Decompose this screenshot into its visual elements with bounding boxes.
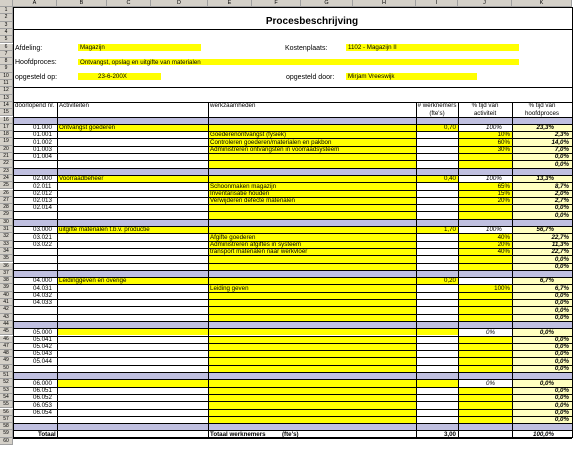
grid-line — [13, 7, 14, 438]
column-header-e[interactable]: E — [208, 0, 252, 7]
col-werknemers-unit[interactable]: (fte's) — [429, 109, 445, 117]
item-pct-hoofdproces[interactable]: 0,0% — [554, 401, 569, 409]
fte-cell-fill — [416, 328, 458, 335]
item-task[interactable]: Verwijderen defecte materialen — [210, 197, 295, 205]
row-header[interactable]: 50 — [0, 365, 13, 372]
row-header[interactable]: 36 — [0, 263, 13, 270]
total-fte[interactable]: 3,00 — [443, 430, 456, 438]
item-pct-hoofdproces[interactable]: 0,0% — [554, 262, 569, 270]
row-header[interactable]: 13 — [0, 95, 13, 102]
item-pct-hoofdproces[interactable]: 0,0% — [554, 357, 569, 365]
row-header[interactable]: 37 — [0, 270, 13, 277]
grid-line — [13, 117, 572, 118]
item-number[interactable]: 01.003 — [33, 146, 52, 153]
row-header[interactable]: 26 — [0, 190, 13, 197]
group-pct-activiteit[interactable]: 0% — [486, 328, 495, 336]
group-activity[interactable]: Ontvangst goederen — [59, 124, 116, 132]
col-werknemers[interactable]: # werknemers — [417, 102, 457, 110]
col-tijd-hoofdproces-2[interactable]: hoofdproces — [524, 109, 560, 117]
row-header[interactable]: 5 — [0, 36, 13, 43]
item-pct-hoofdproces[interactable]: 0,0% — [554, 350, 569, 358]
row-header[interactable]: 51 — [0, 372, 13, 379]
item-pct-hoofdproces[interactable]: 0,0% — [554, 153, 569, 161]
select-all-corner — [0, 0, 13, 7]
item-task[interactable]: Afgifte goederen — [210, 233, 256, 241]
row-header[interactable]: 59 — [0, 430, 13, 437]
row-header[interactable]: 43 — [0, 314, 13, 321]
row-header[interactable]: 3 — [0, 22, 13, 29]
row-header[interactable]: 30 — [0, 219, 13, 226]
row-header[interactable]: 40 — [0, 292, 13, 299]
row-header[interactable]: 47 — [0, 343, 13, 350]
total-fte-unit[interactable]: (fte's) — [282, 430, 299, 438]
group-pct-hoofdproces[interactable]: 23,3% — [536, 124, 554, 132]
row-header[interactable]: 18 — [0, 131, 13, 138]
total-label[interactable]: Totaal — [38, 430, 56, 438]
row-header[interactable]: 34 — [0, 248, 13, 255]
row-header[interactable]: 58 — [0, 423, 13, 430]
item-pct-activiteit[interactable]: 10% — [497, 131, 510, 139]
item-number[interactable]: 04.032 — [33, 292, 52, 299]
item-number[interactable]: 06.053 — [33, 401, 52, 409]
group-pct-activiteit[interactable]: 100% — [486, 124, 502, 132]
item-task[interactable]: Leiding geven — [210, 284, 249, 292]
grid-line — [458, 102, 459, 438]
item-pct-hoofdproces[interactable]: 0,0% — [554, 255, 569, 263]
row-header[interactable]: 4 — [0, 29, 13, 36]
group-fte[interactable]: 0,20 — [443, 277, 456, 285]
row-header[interactable]: 17 — [0, 124, 13, 131]
grid-line — [13, 87, 572, 88]
separator-row — [13, 219, 572, 226]
item-number[interactable]: 05.044 — [33, 357, 52, 365]
item-number[interactable]: 04.033 — [33, 299, 52, 307]
row-header[interactable]: 23 — [0, 168, 13, 175]
item-number[interactable]: 02.013 — [33, 197, 52, 205]
row-header[interactable]: 29 — [0, 211, 13, 218]
pct-act-fill — [458, 336, 512, 373]
separator-row — [13, 423, 572, 430]
item-pct-activiteit[interactable]: 15% — [497, 189, 510, 197]
item-task[interactable]: transport materialen naar werkvloer — [210, 248, 308, 256]
grid-line — [57, 102, 58, 438]
row-header[interactable]: 32 — [0, 233, 13, 240]
item-number[interactable]: 01.004 — [33, 153, 52, 161]
item-pct-activiteit[interactable]: 100% — [494, 284, 510, 292]
row-header[interactable]: 10 — [0, 73, 13, 80]
column-header-g[interactable]: G — [301, 0, 353, 7]
row-header[interactable]: 60 — [0, 438, 13, 445]
group-pct-activiteit[interactable]: 0% — [486, 379, 495, 387]
item-pct-hoofdproces[interactable]: 22,7% — [551, 248, 569, 256]
grid-line — [416, 102, 417, 438]
row-header[interactable]: 28 — [0, 204, 13, 211]
group-number[interactable]: 03.000 — [33, 226, 52, 234]
item-pct-activiteit[interactable]: 30% — [497, 146, 510, 153]
group-activity[interactable]: uitgifte materialen t.b.v. productie — [59, 226, 150, 234]
group-activity[interactable]: Leidinggeven en overige — [59, 277, 127, 285]
item-task[interactable]: Schoonmaken magazijn — [210, 182, 277, 190]
opgesteld-op-value[interactable]: 23-6-200X — [98, 73, 127, 81]
item-task[interactable]: Controleren goederen/materialen en pakbon — [210, 138, 332, 146]
item-pct-hoofdproces[interactable]: 11,3% — [551, 240, 569, 248]
grid-line — [208, 102, 209, 438]
task-column-fill — [208, 387, 416, 424]
row-header[interactable]: 22 — [0, 160, 13, 167]
item-pct-activiteit[interactable]: 20% — [497, 197, 510, 205]
item-task[interactable]: Goederenontvangst (fysiek) — [210, 131, 287, 139]
column-header-d[interactable]: D — [151, 0, 208, 7]
group-number[interactable]: 04.000 — [33, 277, 52, 285]
column-header-b[interactable]: B — [57, 0, 107, 7]
group-row-fill — [57, 328, 208, 335]
item-number[interactable]: 03.022 — [33, 240, 52, 248]
group-row-fill — [208, 328, 416, 335]
col-doorlopend[interactable]: doorlopend nr. — [15, 102, 55, 110]
row-header[interactable]: 41 — [0, 299, 13, 306]
row-header[interactable]: 12 — [0, 87, 13, 94]
group-fte[interactable]: 1,70 — [443, 226, 456, 234]
item-pct-activiteit[interactable]: 60% — [497, 138, 510, 146]
fte-cell-fill — [416, 379, 458, 386]
row-header[interactable]: 7 — [0, 51, 13, 58]
item-number[interactable]: 05.041 — [33, 335, 52, 343]
item-pct-hoofdproces[interactable]: 0,0% — [554, 335, 569, 343]
afdeling-value[interactable]: Magazijn — [80, 44, 105, 51]
group-number[interactable]: 02.000 — [33, 175, 52, 183]
item-pct-hoofdproces[interactable]: 6,7% — [554, 284, 569, 292]
column-header-f[interactable]: F — [252, 0, 301, 7]
item-pct-hoofdproces[interactable]: 0,0% — [554, 416, 569, 424]
item-pct-hoofdproces[interactable]: 0,0% — [554, 386, 569, 394]
item-pct-hoofdproces[interactable]: 0,0% — [554, 313, 569, 321]
kostenplaats-label[interactable]: Kostenplaats: — [285, 44, 328, 52]
item-pct-activiteit[interactable]: 40% — [497, 233, 510, 241]
item-pct-hoofdproces[interactable]: 2,3% — [554, 131, 569, 139]
column-header-i[interactable]: I — [416, 0, 458, 7]
col-werkzaamheden[interactable]: werkzaamheden — [210, 102, 256, 110]
col-tijd-hoofdproces[interactable]: % tijd van — [528, 102, 556, 110]
row-header[interactable]: 46 — [0, 336, 13, 343]
group-pct-hoofdproces[interactable]: 0,0% — [539, 328, 554, 336]
item-number[interactable]: 06.054 — [33, 408, 52, 416]
row-header[interactable]: 9 — [0, 65, 13, 72]
row-header[interactable]: 56 — [0, 409, 13, 416]
task-column-fill — [208, 336, 416, 373]
separator-row — [13, 117, 572, 124]
row-header[interactable]: 15 — [0, 109, 13, 116]
group-number[interactable]: 06.000 — [33, 379, 52, 387]
group-row-fill — [208, 175, 416, 182]
row-header[interactable]: 52 — [0, 379, 13, 386]
row-header[interactable]: 45 — [0, 328, 13, 335]
kostenplaats-value[interactable]: 1102 - Magazijn II — [348, 44, 397, 51]
group-fte[interactable]: 0,70 — [443, 124, 456, 132]
row-header[interactable]: 6 — [0, 44, 13, 51]
row-header[interactable]: 55 — [0, 401, 13, 408]
row-header[interactable]: 14 — [0, 102, 13, 109]
item-pct-hoofdproces[interactable]: 2,0% — [554, 189, 569, 197]
column-header-j[interactable]: J — [458, 0, 512, 7]
item-number[interactable]: 04.031 — [33, 284, 52, 292]
group-number[interactable]: 01.000 — [33, 124, 52, 132]
item-pct-hoofdproces[interactable]: 0,0% — [554, 299, 569, 307]
item-pct-hoofdproces[interactable]: 0,0% — [554, 343, 569, 351]
row-header[interactable]: 11 — [0, 80, 13, 87]
total-pct-hoofdproces[interactable]: 100,0% — [533, 430, 554, 438]
row-header[interactable]: 1 — [0, 7, 13, 14]
item-pct-hoofdproces[interactable]: 0,0% — [554, 204, 569, 212]
item-pct-hoofdproces[interactable]: 0,0% — [554, 292, 569, 299]
item-task[interactable]: Inventarisatie houden — [210, 189, 270, 197]
item-pct-hoofdproces[interactable]: 7,0% — [554, 146, 569, 153]
group-fte[interactable]: 0,40 — [443, 175, 456, 183]
group-pct-activiteit[interactable]: 100% — [486, 175, 502, 183]
row-header[interactable]: 25 — [0, 182, 13, 189]
pct-act-fill — [458, 387, 512, 424]
column-header-c[interactable]: C — [107, 0, 151, 7]
row-header[interactable]: 31 — [0, 226, 13, 233]
grid-line — [572, 7, 573, 438]
column-header-k[interactable]: K — [512, 0, 572, 7]
item-number[interactable]: 02.014 — [33, 204, 52, 212]
item-pct-activiteit[interactable]: 40% — [497, 248, 510, 256]
separator-row — [13, 321, 572, 328]
row-header[interactable]: 24 — [0, 175, 13, 182]
group-row-fill — [208, 226, 416, 233]
hoofdproces-value[interactable]: Ontvangst, opslag en uitgifte van materialen — [80, 58, 201, 66]
grid-line — [512, 102, 513, 438]
row-header[interactable]: 8 — [0, 58, 13, 65]
grid-line — [13, 29, 572, 30]
opgesteld-op-label[interactable]: opgesteld op: — [15, 73, 58, 81]
group-pct-hoofdproces[interactable]: 0,0% — [539, 379, 554, 387]
item-pct-activiteit[interactable]: 20% — [497, 240, 510, 248]
opgesteld-door-value[interactable]: Mirjam Vreeswijk — [348, 73, 395, 81]
item-number[interactable]: 03.021 — [33, 233, 52, 241]
item-pct-activiteit[interactable]: 65% — [497, 182, 510, 190]
item-task[interactable]: Administreren ontvangsten in voorraadsysteem — [210, 146, 340, 153]
item-pct-hoofdproces[interactable]: 8,7% — [554, 182, 569, 190]
afdeling-label[interactable]: Afdeling: — [15, 44, 43, 52]
item-number[interactable]: 01.001 — [33, 131, 52, 139]
row-header[interactable]: 38 — [0, 277, 13, 284]
row-header[interactable]: 44 — [0, 321, 13, 328]
item-pct-hoofdproces[interactable]: 0,0% — [554, 365, 569, 372]
item-pct-hoofdproces[interactable]: 0,0% — [554, 160, 569, 168]
row-header[interactable]: 21 — [0, 153, 13, 160]
column-header-h[interactable]: H — [353, 0, 416, 7]
item-number[interactable]: 02.011 — [33, 182, 52, 190]
item-pct-hoofdproces[interactable]: 0,0% — [554, 394, 569, 402]
item-pct-hoofdproces[interactable]: 0,0% — [554, 211, 569, 219]
item-pct-hoofdproces[interactable]: 0,0% — [554, 408, 569, 416]
row-header[interactable]: 48 — [0, 350, 13, 357]
group-row-fill — [208, 379, 416, 386]
group-row-fill — [208, 124, 416, 131]
row-header[interactable]: 49 — [0, 357, 13, 364]
item-number[interactable]: 05.042 — [33, 343, 52, 351]
grid-line — [13, 7, 572, 8]
separator-row — [13, 372, 572, 379]
group-pct-hoofdproces[interactable]: 6,7% — [539, 277, 554, 285]
item-number[interactable]: 02.012 — [33, 189, 52, 197]
item-pct-hoofdproces[interactable]: 22,7% — [551, 233, 569, 241]
col-activiteiten[interactable]: Activiteiten — [59, 102, 89, 110]
group-activity[interactable]: Voorraadbeheer — [59, 175, 104, 183]
col-tijd-activiteit-2[interactable]: activiteit — [473, 109, 497, 117]
row-header[interactable]: 2 — [0, 14, 13, 21]
col-tijd-activiteit[interactable]: % tijd van — [471, 102, 499, 110]
group-pct-hoofdproces[interactable]: 56,7% — [536, 226, 554, 234]
row-header[interactable]: 42 — [0, 306, 13, 313]
item-number[interactable]: 06.052 — [33, 394, 52, 402]
separator-row — [13, 168, 572, 175]
item-pct-hoofdproces[interactable]: 0,0% — [554, 306, 569, 314]
item-number[interactable]: 06.051 — [33, 386, 52, 394]
group-row-fill — [208, 277, 416, 284]
row-header[interactable]: 27 — [0, 197, 13, 204]
group-number[interactable]: 05.000 — [33, 328, 52, 336]
item-number[interactable]: 05.043 — [33, 350, 52, 358]
item-pct-hoofdproces[interactable]: 2,7% — [554, 197, 569, 205]
row-header[interactable]: 35 — [0, 255, 13, 262]
group-pct-hoofdproces[interactable]: 13,3% — [536, 175, 554, 183]
item-task[interactable]: Administreren afgiftes in systeem — [210, 240, 302, 248]
opgesteld-door-label[interactable]: opgesteld door: — [286, 73, 335, 81]
group-pct-activiteit[interactable]: 100% — [486, 226, 502, 234]
row-header[interactable]: 53 — [0, 387, 13, 394]
total-werknemers-label[interactable]: Totaal werknemers — [210, 430, 266, 438]
hoofdproces-label[interactable]: Hoofdproces: — [15, 59, 57, 67]
column-header-a[interactable]: A — [13, 0, 57, 7]
row-header[interactable]: 54 — [0, 394, 13, 401]
separator-row — [13, 270, 572, 277]
page-title[interactable]: Procesbeschrijving — [265, 15, 359, 27]
row-header[interactable]: 39 — [0, 284, 13, 291]
item-number[interactable]: 01.002 — [33, 138, 52, 146]
row-header[interactable]: 19 — [0, 138, 13, 145]
row-header[interactable]: 57 — [0, 416, 13, 423]
group-row-fill — [57, 379, 208, 386]
row-header[interactable]: 20 — [0, 146, 13, 153]
row-header[interactable]: 33 — [0, 241, 13, 248]
row-header[interactable]: 16 — [0, 117, 13, 124]
item-pct-hoofdproces[interactable]: 14,0% — [551, 138, 569, 146]
